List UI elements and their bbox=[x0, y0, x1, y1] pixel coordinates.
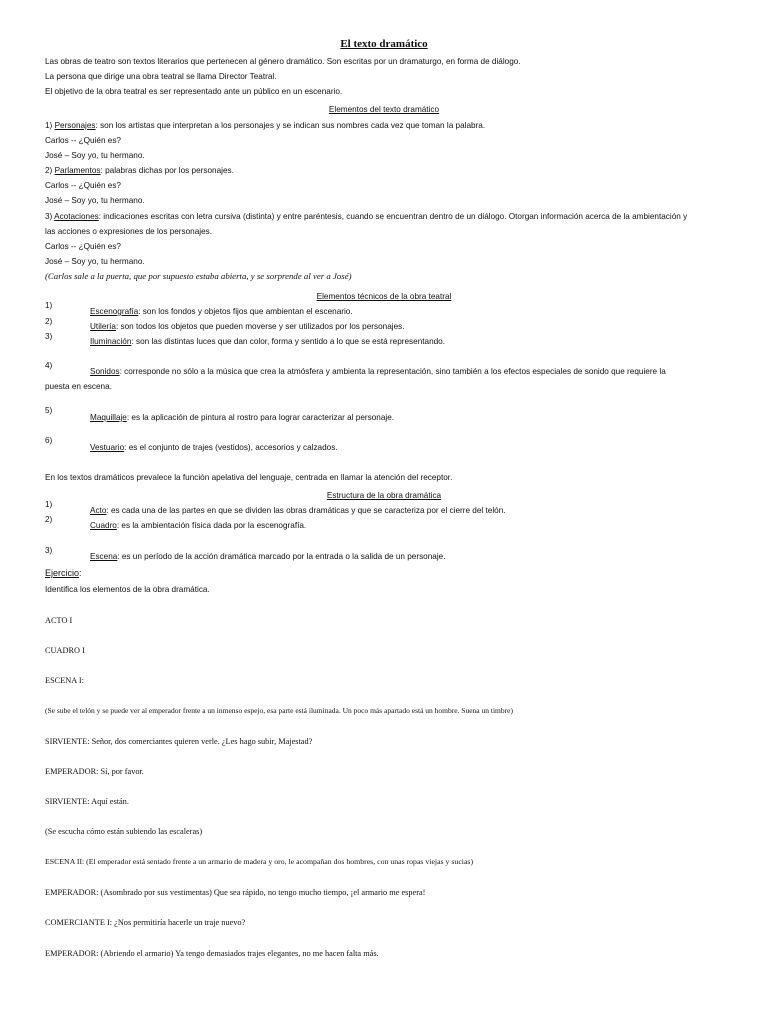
item-term: Sonidos bbox=[90, 367, 120, 376]
item-term: Utilería bbox=[90, 322, 116, 331]
item-term: Personajes bbox=[54, 121, 96, 130]
intro-line: Las obras de teatro son textos literarios que pertenecen al género dramático. Son escritas por un dramaturgo, en forma de diálogo. bbox=[45, 57, 521, 66]
page-title: El texto dramático bbox=[340, 38, 428, 50]
dialogue-example: Carlos -- ¿Quién es? bbox=[45, 181, 121, 190]
section-heading-tecnicos: Elementos técnicos de la obra teatral bbox=[316, 292, 452, 301]
list-number: 1) bbox=[45, 301, 53, 310]
item-vestuario bbox=[90, 442, 338, 453]
item-term: Maquillaje bbox=[90, 413, 127, 422]
play-line: (Se escucha cómo están subiendo las escaleras) bbox=[45, 827, 203, 836]
item-term: Cuadro bbox=[90, 521, 117, 530]
list-number: 2) bbox=[45, 317, 53, 326]
item-text-continued: puesta en escena. bbox=[45, 382, 112, 391]
list-number: 1) bbox=[45, 500, 53, 509]
item-term: Parlamentos bbox=[54, 166, 101, 175]
dialogue-example: José – Soy yo, tu hermano. bbox=[45, 257, 145, 266]
item-cuadro bbox=[90, 520, 306, 531]
list-number: 2) bbox=[45, 515, 53, 524]
play-line: EMPERADOR: (Asombrado por sus vestimentas) Que sea rápido, no tengo mucho tiempo, ¡el armario me espera! bbox=[45, 888, 426, 897]
item-text: : son los fondos y objetos fijos que ambientan el escenario. bbox=[138, 307, 353, 316]
item-text: : es el conjunto de trajes (vestidos), accesorios y calzados. bbox=[124, 443, 338, 452]
item-text: : corresponde no sólo a la música que crea la atmósfera y ambienta la representación, sino también a los efectos especiales de sonido que requiere la bbox=[119, 367, 666, 376]
item-text: : es cada una de las partes en que se dividen las obras dramáticas y que se caracteriza por el cierre del telón. bbox=[106, 506, 506, 515]
intro-line: El objetivo de la obra teatral es ser representado ante un público en un escenario. bbox=[45, 87, 343, 96]
item-text: : palabras dichas por los personajes. bbox=[100, 166, 234, 175]
item-text: : son todos los objetos que pueden moverse y ser utilizados por los personajes. bbox=[115, 322, 405, 331]
item-text: : son las distintas luces que dan color, forma y sentido a lo que se está representando. bbox=[131, 337, 446, 346]
dialogue-example: Carlos -- ¿Quién es? bbox=[45, 136, 121, 145]
play-line: ESCENA II: (El emperador está sentado frente a un armario de madera y oro, le acompañan dos hombres, con unas ropas viejas y sucias) bbox=[45, 857, 474, 866]
list-number: 5) bbox=[45, 406, 53, 415]
funcion-apelativa: En los textos dramáticos prevalece la función apelativa del lenguaje, centrada en llamar la atención del receptor. bbox=[45, 473, 453, 482]
play-line: (Se sube el telón y se puede ver al emperador frente a un inmenso espejo, esa parte está iluminada. Un poco más apartado está un hombre. Suena un timbre) bbox=[45, 706, 513, 715]
item-term: Escenografía bbox=[90, 307, 139, 316]
ejercicio-instruction: Identifica los elementos de la obra dramática. bbox=[45, 585, 210, 594]
item-text: : es la aplicación de pintura al rostro para lograr caracterizar al personaje. bbox=[126, 413, 395, 422]
play-line: EMPERADOR: Sí, por favor. bbox=[45, 767, 144, 776]
play-line: EMPERADOR: (Abriendo el armario) Ya tengo demasiados trajes elegantes, no me hacen falta más. bbox=[45, 949, 379, 958]
item-term: Escena bbox=[90, 552, 118, 561]
play-line: SIRVIENTE: Aquí están. bbox=[45, 797, 129, 806]
play-line: ACTO I bbox=[45, 616, 73, 625]
item-number: 2) bbox=[45, 166, 53, 175]
item-acto bbox=[90, 505, 506, 516]
intro-line: La persona que dirige una obra teatral se llama Director Teatral. bbox=[45, 72, 277, 81]
item-text: : es un período de la acción dramática marcado por la entrada o la salida de un personaje. bbox=[117, 552, 446, 561]
item-term: Acto bbox=[90, 506, 107, 515]
item-text: : indicaciones escritas con letra cursiva (distinta) y entre paréntesis, cuando se encuentran dentro de un diálogo. Otorgan información acerca de la ambientación y bbox=[98, 212, 688, 221]
item-acotaciones bbox=[45, 211, 687, 222]
dialogue-example: José – Soy yo, tu hermano. bbox=[45, 151, 145, 160]
section-heading-estructura: Estructura de la obra dramática bbox=[326, 491, 442, 500]
item-utileria bbox=[90, 321, 405, 332]
item-term: Vestuario bbox=[90, 443, 125, 452]
list-number: 6) bbox=[45, 436, 53, 445]
item-text: : son los artistas que interpretan a los personajes y se indican sus nombres cada vez que toman la palabra. bbox=[95, 121, 486, 130]
ejercicio-label: Ejercicio bbox=[45, 568, 80, 578]
acotacion-example: (Carlos sale a la puerta, que por supuesto estaba abierta, y se sorprende al ver a José) bbox=[45, 271, 352, 281]
item-text: : es la ambientación física dada por la escenografía. bbox=[116, 521, 307, 530]
ejercicio-colon: : bbox=[79, 568, 82, 578]
item-personajes bbox=[45, 120, 485, 131]
dialogue-example: José – Soy yo, tu hermano. bbox=[45, 196, 145, 205]
item-sonidos bbox=[90, 366, 666, 377]
list-number: 4) bbox=[45, 361, 53, 370]
play-line: SIRVIENTE: Señor, dos comerciantes quieren verle. ¿Les hago subir, Majestad? bbox=[45, 737, 313, 746]
item-term: Iluminación bbox=[90, 337, 132, 346]
list-number: 3) bbox=[45, 546, 53, 555]
ejercicio-heading bbox=[45, 568, 82, 579]
play-line: COMERCIANTE I: ¿Nos permitiría hacerle un traje nuevo? bbox=[45, 918, 246, 927]
item-text-continued: las acciones o expresiones de los personajes. bbox=[45, 227, 213, 236]
list-number: 3) bbox=[45, 332, 53, 341]
item-escenografia bbox=[90, 306, 353, 317]
dialogue-example: Carlos -- ¿Quién es? bbox=[45, 242, 121, 251]
item-number: 1) bbox=[45, 121, 53, 130]
item-number: 3) bbox=[45, 212, 53, 221]
play-line: CUADRO I bbox=[45, 646, 85, 655]
item-iluminacion bbox=[90, 336, 445, 347]
item-maquillaje bbox=[90, 412, 394, 423]
item-term: Acotaciones bbox=[54, 212, 99, 221]
section-heading-elementos: Elementos del texto dramático bbox=[328, 105, 440, 114]
item-parlamentos bbox=[45, 165, 234, 176]
play-line: ESCENA I: bbox=[45, 676, 84, 685]
item-escena bbox=[90, 551, 445, 562]
